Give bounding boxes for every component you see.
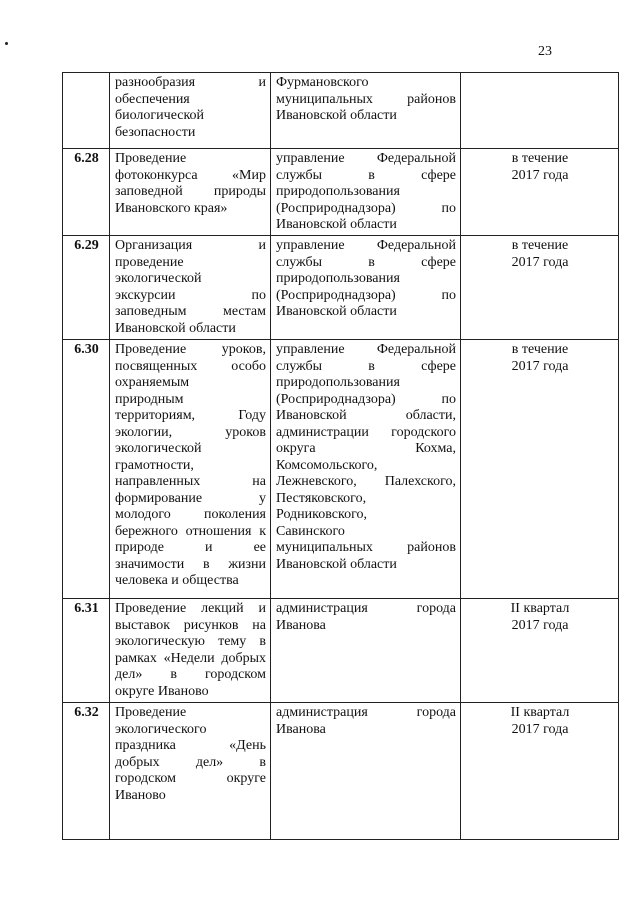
table-row <box>63 73 619 149</box>
cell-line: безопасности <box>115 124 196 140</box>
cell-line: Лежневского, Палехского, <box>276 474 456 489</box>
term-cell <box>461 236 619 340</box>
cell-line: службы в сфере <box>276 254 456 270</box>
cell-line: администрация города <box>276 601 456 616</box>
cell-line: Иванова <box>276 721 326 737</box>
cell-line: направленных на <box>115 474 266 489</box>
cell-line: природопользования <box>276 271 400 286</box>
cell-line: муниципальных районов <box>276 540 456 555</box>
cell-line: службы в сфере <box>276 167 456 183</box>
term-cell <box>461 599 619 703</box>
cell-line: 2017 года <box>511 721 569 737</box>
term-cell <box>461 149 619 236</box>
cell-line: природе и ее <box>115 540 266 555</box>
cell-line: администрация города <box>276 705 456 720</box>
cell-line: II квартал <box>510 601 570 616</box>
cell-line: человека и общества <box>115 573 239 588</box>
cell-line: экологическую тему в <box>115 634 266 649</box>
cell-line: (Росприроднадзора) по <box>276 391 456 407</box>
cell-line: Проведение <box>115 151 187 166</box>
table-row <box>63 599 619 703</box>
table-row <box>63 149 619 236</box>
cell-line: значимости в жизни <box>115 556 266 572</box>
cell-line: обеспечения <box>115 91 190 107</box>
cell-line: округа Кохма, <box>276 441 456 456</box>
events-table <box>62 72 619 840</box>
cell-line: в течение <box>511 151 569 166</box>
cell-line: формирование у <box>115 490 266 506</box>
cell-line: администрации городского <box>276 424 456 440</box>
cell-line: Ивановской области <box>276 108 397 123</box>
cell-line: рамках «Недели добрых <box>115 650 266 666</box>
cell-line: добрых дел» в <box>115 754 266 770</box>
event-cell <box>110 599 271 703</box>
cell-line: Проведение уроков, <box>115 342 266 357</box>
cell-line: службы в сфере <box>276 358 456 374</box>
cell-line: (Росприроднадзора) по <box>276 287 456 303</box>
cell-line: Организация и <box>115 238 266 253</box>
cell-line: разнообразия и <box>115 75 266 90</box>
executor-cell <box>271 236 461 340</box>
event-cell <box>110 73 271 149</box>
cell-line: молодого поколения <box>115 507 266 522</box>
cell-line: городском округе <box>115 771 266 786</box>
event-cell <box>110 236 271 340</box>
scan-speck <box>5 42 8 45</box>
cell-line: выставок рисунков на <box>115 617 266 633</box>
cell-line: 2017 года <box>511 358 569 374</box>
row-number <box>63 73 110 149</box>
cell-line: Пестяковского, <box>276 490 367 506</box>
cell-line: Проведение лекций и <box>115 601 266 616</box>
cell-line: экологической <box>115 271 202 286</box>
executor-cell <box>271 599 461 703</box>
cell-line: Родниковского, <box>276 507 367 522</box>
cell-line: в течение <box>511 342 569 357</box>
cell-line: заповедной природы <box>115 184 266 199</box>
cell-line: экскурсии по <box>115 287 266 303</box>
cell-line: Ивановской области, <box>276 408 456 423</box>
cell-line: Проведение <box>115 705 187 720</box>
cell-line: управление Федеральной <box>276 342 456 357</box>
executor-cell <box>271 149 461 236</box>
executor-cell <box>271 73 461 149</box>
cell-line: в течение <box>511 238 569 253</box>
cell-line: Комсомольского, <box>276 457 378 473</box>
term-cell <box>461 340 619 599</box>
row-number: 6.32 <box>63 703 110 840</box>
cell-line: посвященных особо <box>115 358 266 374</box>
row-number: 6.31 <box>63 599 110 703</box>
events-table-body <box>63 73 619 840</box>
cell-line: Фурмановского <box>276 75 369 90</box>
cell-line: Ивановской области <box>276 556 397 572</box>
cell-line: Ивановской области <box>276 304 397 319</box>
cell-line: экологии, уроков <box>115 424 266 440</box>
cell-line: 2017 года <box>511 167 569 183</box>
cell-line: охраняемым <box>115 375 190 390</box>
cell-line: управление Федеральной <box>276 238 456 253</box>
page-number: 23 <box>538 44 552 59</box>
cell-line: биологической <box>115 108 205 123</box>
cell-line: муниципальных районов <box>276 91 456 107</box>
cell-line: управление Федеральной <box>276 151 456 166</box>
cell-line: проведение <box>115 254 184 270</box>
cell-line: дел» в городском <box>115 667 266 682</box>
row-number: 6.30 <box>63 340 110 599</box>
cell-line: Иваново <box>115 787 166 803</box>
cell-line: территориям, Году <box>115 408 266 423</box>
cell-line: Иванова <box>276 617 326 633</box>
cell-line: фотоконкурса «Мир <box>115 167 266 183</box>
cell-line: (Росприроднадзора) по <box>276 200 456 216</box>
cell-line: экологического <box>115 721 207 737</box>
term-cell <box>461 73 619 149</box>
cell-line: II квартал <box>510 705 570 720</box>
cell-line: природопользования <box>276 375 400 390</box>
table-row <box>63 236 619 340</box>
cell-line: бережного отношения к <box>115 523 266 539</box>
cell-line: округе Иваново <box>115 683 209 699</box>
event-cell <box>110 340 271 599</box>
cell-line: экологической <box>115 441 202 456</box>
table-row <box>63 340 619 599</box>
cell-line: природным <box>115 391 184 407</box>
event-cell <box>110 149 271 236</box>
row-number: 6.28 <box>63 149 110 236</box>
cell-line: заповедным местам <box>115 304 266 319</box>
term-cell <box>461 703 619 840</box>
cell-line: праздника «День <box>115 738 266 753</box>
executor-cell <box>271 340 461 599</box>
row-number: 6.29 <box>63 236 110 340</box>
table-row <box>63 703 619 840</box>
event-cell <box>110 703 271 840</box>
cell-line: 2017 года <box>511 617 569 633</box>
executor-cell <box>271 703 461 840</box>
cell-line: Савинского <box>276 523 345 539</box>
cell-line: Ивановской области <box>276 217 397 232</box>
cell-line: природопользования <box>276 184 400 199</box>
cell-line: Ивановской области <box>115 320 236 336</box>
cell-line: Ивановского края» <box>115 200 228 216</box>
cell-line: грамотности, <box>115 457 194 473</box>
cell-line: 2017 года <box>511 254 569 270</box>
